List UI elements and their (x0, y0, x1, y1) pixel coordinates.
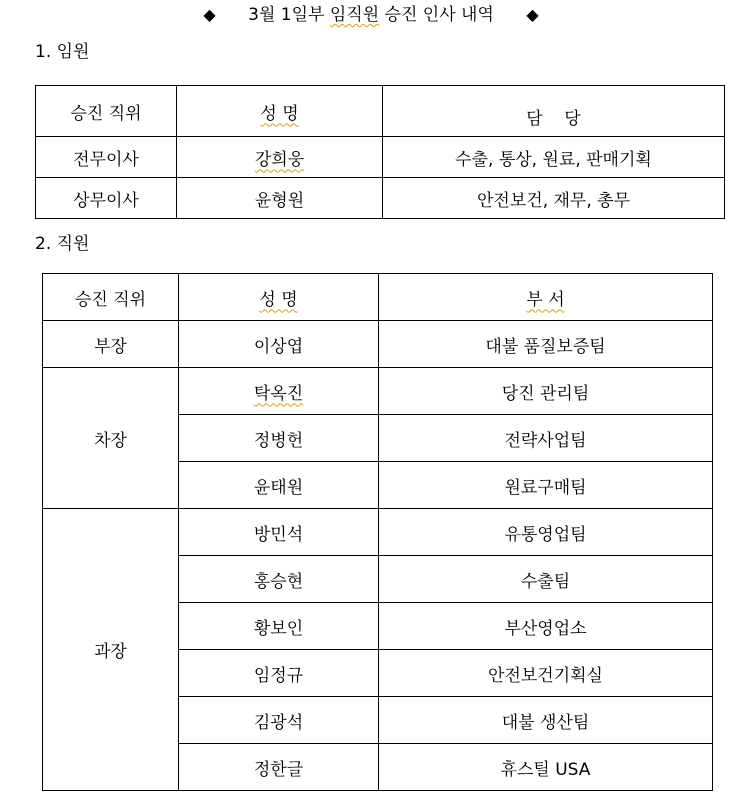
staff-heading: 2. 직원 (35, 234, 90, 254)
executives-heading: 1. 임원 (35, 42, 90, 62)
header-name: 성 명 (177, 86, 383, 137)
row-name: 윤태원 (179, 462, 379, 509)
executives-table (35, 85, 725, 219)
row-dept: 원료구매팀 (379, 462, 713, 509)
row-name: 홍승현 (179, 556, 379, 603)
table-row (43, 509, 713, 556)
row-position: 과장 (43, 509, 179, 791)
header-name: 성 명 (179, 274, 379, 321)
row-duty: 안전보건, 재무, 총무 (383, 178, 725, 219)
row-name: 임정규 (179, 650, 379, 697)
row-position: 상무이사 (36, 178, 177, 219)
row-dept: 부산영업소 (379, 603, 713, 650)
row-dept: 유통영업팀 (379, 509, 713, 556)
row-dept: 휴스틸 USA (379, 744, 713, 791)
title-text-after: 승진 인사 내역 (379, 5, 494, 25)
row-position: 차장 (43, 368, 179, 509)
header-dept: 부 서 (379, 274, 713, 321)
row-name: 김광석 (179, 697, 379, 744)
table-row (43, 321, 713, 368)
diamond-left-icon: ◆ (203, 5, 216, 24)
header-position: 승진 직위 (36, 86, 177, 137)
row-name: 방민석 (179, 509, 379, 556)
row-position: 전무이사 (36, 137, 177, 178)
staff-table (42, 273, 713, 791)
document-title (0, 4, 742, 26)
row-dept: 안전보건기획실 (379, 650, 713, 697)
row-name: 탁옥진 (179, 368, 379, 415)
row-dept: 당진 관리팀 (379, 368, 713, 415)
table-row (43, 368, 713, 415)
row-dept: 대불 품질보증팀 (379, 321, 713, 368)
row-dept: 대불 생산팀 (379, 697, 713, 744)
table-header-row (36, 86, 725, 137)
table-row (36, 137, 725, 178)
row-name: 윤형원 (177, 178, 383, 219)
row-duty: 수출, 통상, 원료, 판매기획 (383, 137, 725, 178)
row-name: 정한글 (179, 744, 379, 791)
row-dept: 전략사업팀 (379, 415, 713, 462)
title-text-underlined: 임직원 (329, 5, 380, 25)
row-position: 부장 (43, 321, 179, 368)
row-name: 정병헌 (179, 415, 379, 462)
header-position: 승진 직위 (43, 274, 179, 321)
table-header-row (43, 274, 713, 321)
row-dept: 수출팀 (379, 556, 713, 603)
title-text-before: 3월 1일부 (248, 5, 330, 25)
header-duty: 담 당 (383, 86, 725, 137)
diamond-right-icon: ◆ (526, 5, 539, 24)
row-name: 황보인 (179, 603, 379, 650)
table-row (36, 178, 725, 219)
row-name: 강희웅 (177, 137, 383, 178)
row-name: 이상엽 (179, 321, 379, 368)
